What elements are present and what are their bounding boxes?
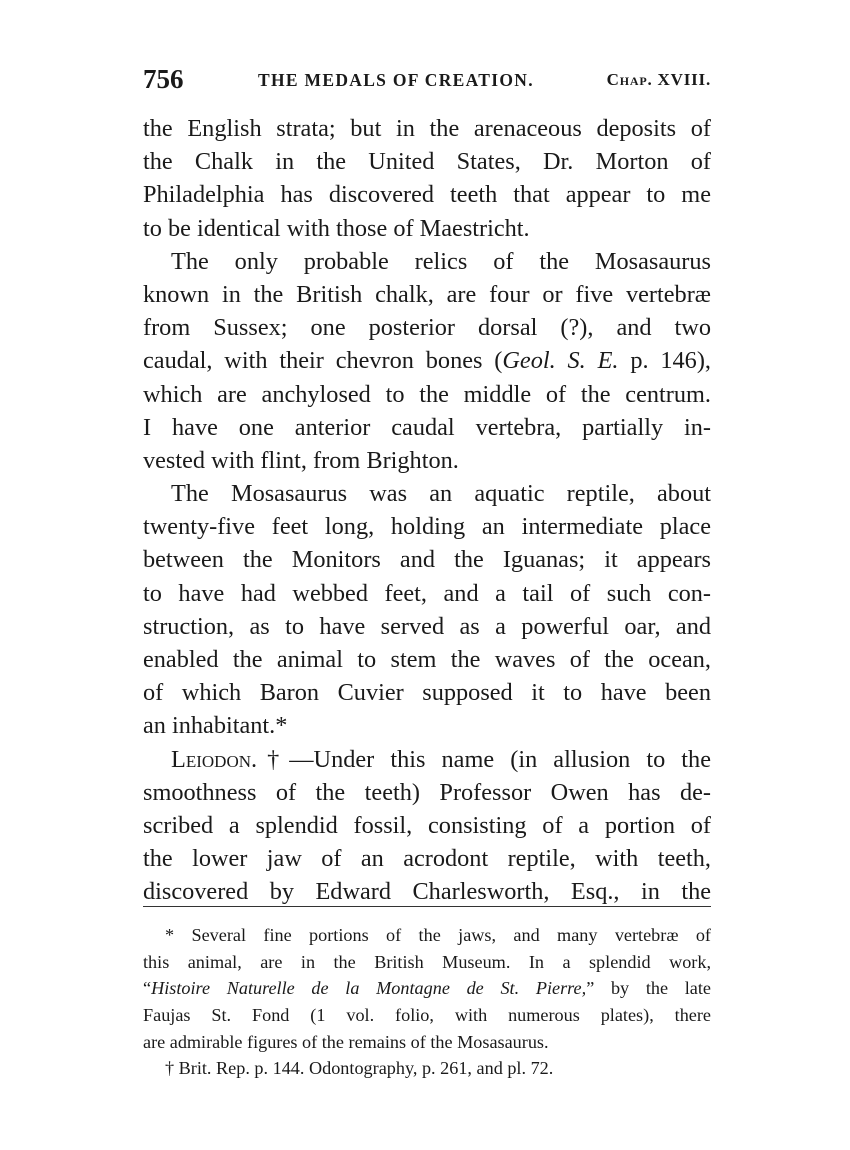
text-line: caudal, with their chevron bones (Geol. S. E. p. 146), [143, 347, 711, 375]
text-line: vested with flint, from Brighton. [143, 446, 459, 474]
page-number: 756 [143, 64, 184, 94]
running-title: THE MEDALS OF CREATION. [258, 70, 534, 90]
footnotes [143, 922, 711, 1082]
text-line: to be identical with those of Maestricht. [143, 214, 530, 242]
text-line: enabled the animal to stem the waves of the ocean, [143, 646, 711, 673]
main-text [143, 112, 711, 909]
text-line: the English strata; but in the arenaceous deposits of [143, 115, 711, 142]
text-line: from Sussex; one posterior dorsal (?), and two [143, 314, 711, 342]
footnote-line: * Several fine portions of the jaws, and many vertebræ of [165, 925, 711, 945]
footnote-line: Faujas St. Fond (1 vol. folio, with numerous plates), there [143, 1005, 711, 1026]
page-header [143, 64, 711, 98]
text-line: The only probable relics of the Mosasaurus [171, 247, 711, 275]
text-line: the Chalk in the United States, Dr. Morton of [143, 148, 711, 176]
footnote-line: † Brit. Rep. p. 144. Odontography, p. 261, and pl. 72. [165, 1058, 554, 1079]
chapter-label: Chap. XVIII. [606, 70, 711, 89]
text-line: scribed a splendid fossil, consisting of a portion of [143, 811, 711, 839]
text-line: an inhabitant.* [143, 712, 288, 740]
text-line: smoothness of the teeth) Professor Owen has de- [143, 778, 711, 806]
text-line: which are anchylosed to the middle of the centrum. [143, 380, 711, 408]
text-line: between the Monitors and the Iguanas; it appears [143, 546, 711, 574]
text-line: The Mosasaurus was an aquatic reptile, about [171, 480, 711, 508]
footnote-line: “Histoire Naturelle de la Montagne de St. Pierre,” by the late [143, 978, 712, 999]
text-line: struction, as to have served as a powerful oar, and [143, 612, 711, 640]
text-line: Philadelphia has discovered teeth that appear to me [143, 181, 711, 209]
text-line: twenty-five feet long, holding an intermediate place [143, 513, 711, 541]
text-line: to have had webbed feet, and a tail of such con- [143, 579, 711, 607]
text-line: of which Baron Cuvier supposed it to have been [143, 679, 711, 707]
text-line: discovered by Edward Charlesworth, Esq., in the [143, 878, 711, 906]
text-line: I have one anterior caudal vertebra, partially in- [143, 413, 711, 441]
text-line: known in the British chalk, are four or five vertebræ [143, 280, 711, 308]
footnote-line: are admirable figures of the remains of the Mosasaurus. [143, 1031, 549, 1052]
footnote-divider [143, 906, 711, 907]
footnote-line: this animal, are in the British Museum. In a splendid work, [143, 951, 711, 972]
text-line: the lower jaw of an acrodont reptile, with teeth, [143, 845, 711, 873]
text-line: Leiodon.†—Under this name (in allusion to the [171, 745, 711, 773]
